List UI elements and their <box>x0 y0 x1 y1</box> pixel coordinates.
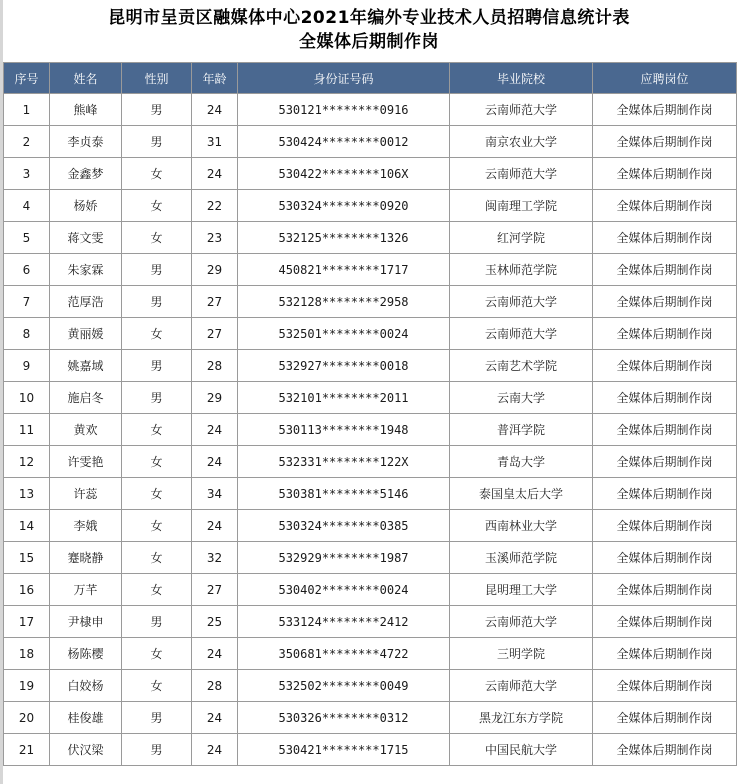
cell-id-number[interactable]: 530121********0916 <box>238 94 450 126</box>
table-row <box>4 574 737 606</box>
cell-age[interactable]: 24 <box>192 94 238 126</box>
cell-id-number[interactable]: 533124********2412 <box>238 606 450 638</box>
cell-gender[interactable]: 女 <box>122 638 192 670</box>
cell-id-number[interactable]: 530424********0012 <box>238 126 450 158</box>
table-row <box>4 670 737 702</box>
cell-school[interactable]: 云南师范大学 <box>450 286 593 318</box>
header-age[interactable]: 年龄 <box>192 63 238 94</box>
cell-age[interactable]: 23 <box>192 222 238 254</box>
cell-position[interactable]: 全媒体后期制作岗 <box>593 510 737 542</box>
table-body <box>4 94 737 766</box>
cell-index[interactable]: 8 <box>4 318 50 350</box>
cell-school[interactable]: 昆明理工大学 <box>450 574 593 606</box>
cell-index[interactable]: 17 <box>4 606 50 638</box>
cell-position[interactable]: 全媒体后期制作岗 <box>593 702 737 734</box>
header-name[interactable]: 姓名 <box>50 63 122 94</box>
cell-age[interactable]: 24 <box>192 414 238 446</box>
cell-name[interactable]: 万芊 <box>50 574 122 606</box>
cell-school[interactable]: 中国民航大学 <box>450 734 593 766</box>
cell-age[interactable]: 24 <box>192 702 238 734</box>
header-school[interactable]: 毕业院校 <box>450 63 593 94</box>
table-row <box>4 350 737 382</box>
cell-age[interactable]: 29 <box>192 254 238 286</box>
cell-school[interactable]: 黑龙江东方学院 <box>450 702 593 734</box>
cell-age[interactable]: 24 <box>192 638 238 670</box>
cell-position[interactable]: 全媒体后期制作岗 <box>593 734 737 766</box>
cell-id-number[interactable]: 532501********0024 <box>238 318 450 350</box>
cell-name[interactable]: 施启冬 <box>50 382 122 414</box>
cell-id-number[interactable]: 532331********122X <box>238 446 450 478</box>
cell-index[interactable]: 9 <box>4 350 50 382</box>
cell-position[interactable]: 全媒体后期制作岗 <box>593 350 737 382</box>
cell-name[interactable]: 金鑫梦 <box>50 158 122 190</box>
cell-name[interactable]: 许蕊 <box>50 478 122 510</box>
recruitment-table <box>3 62 737 766</box>
page-subtitle: 全媒体后期制作岗 <box>299 32 439 52</box>
cell-position[interactable]: 全媒体后期制作岗 <box>593 542 737 574</box>
cell-position[interactable]: 全媒体后期制作岗 <box>593 574 737 606</box>
cell-index[interactable]: 6 <box>4 254 50 286</box>
cell-gender[interactable]: 男 <box>122 254 192 286</box>
cell-gender[interactable]: 男 <box>122 94 192 126</box>
cell-name[interactable]: 李娥 <box>50 510 122 542</box>
cell-school[interactable]: 青岛大学 <box>450 446 593 478</box>
cell-position[interactable]: 全媒体后期制作岗 <box>593 478 737 510</box>
cell-gender[interactable]: 女 <box>122 478 192 510</box>
cell-name[interactable]: 桂俊雄 <box>50 702 122 734</box>
cell-age[interactable]: 29 <box>192 382 238 414</box>
cell-age[interactable]: 34 <box>192 478 238 510</box>
cell-position[interactable]: 全媒体后期制作岗 <box>593 254 737 286</box>
cell-age[interactable]: 24 <box>192 446 238 478</box>
cell-gender[interactable]: 女 <box>122 574 192 606</box>
cell-school[interactable]: 普洱学院 <box>450 414 593 446</box>
table-header-row <box>4 63 737 94</box>
cell-gender[interactable]: 女 <box>122 542 192 574</box>
cell-id-number[interactable]: 532929********1987 <box>238 542 450 574</box>
cell-id-number[interactable]: 532101********2011 <box>238 382 450 414</box>
cell-id-number[interactable]: 530113********1948 <box>238 414 450 446</box>
cell-school[interactable]: 云南大学 <box>450 382 593 414</box>
cell-school[interactable]: 西南林业大学 <box>450 510 593 542</box>
cell-name[interactable]: 伏汉梁 <box>50 734 122 766</box>
cell-school[interactable]: 玉溪师范学院 <box>450 542 593 574</box>
cell-id-number[interactable]: 532927********0018 <box>238 350 450 382</box>
cell-index[interactable]: 20 <box>4 702 50 734</box>
cell-name[interactable]: 熊峰 <box>50 94 122 126</box>
cell-gender[interactable]: 女 <box>122 222 192 254</box>
cell-school[interactable]: 云南师范大学 <box>450 94 593 126</box>
cell-index[interactable]: 5 <box>4 222 50 254</box>
table-row <box>4 318 737 350</box>
cell-age[interactable]: 24 <box>192 510 238 542</box>
cell-name[interactable]: 蒋文雯 <box>50 222 122 254</box>
cell-age[interactable]: 27 <box>192 318 238 350</box>
cell-name[interactable]: 朱家霖 <box>50 254 122 286</box>
cell-index[interactable]: 10 <box>4 382 50 414</box>
cell-school[interactable]: 南京农业大学 <box>450 126 593 158</box>
cell-gender[interactable]: 女 <box>122 318 192 350</box>
cell-name[interactable]: 白姣杨 <box>50 670 122 702</box>
cell-gender[interactable]: 女 <box>122 446 192 478</box>
cell-position[interactable]: 全媒体后期制作岗 <box>593 222 737 254</box>
cell-age[interactable]: 22 <box>192 190 238 222</box>
cell-school[interactable]: 云南师范大学 <box>450 158 593 190</box>
cell-age[interactable]: 32 <box>192 542 238 574</box>
cell-school[interactable]: 泰国皇太后大学 <box>450 478 593 510</box>
cell-id-number[interactable]: 350681********4722 <box>238 638 450 670</box>
table-row <box>4 478 737 510</box>
cell-school[interactable]: 闽南理工学院 <box>450 190 593 222</box>
cell-id-number[interactable]: 530381********5146 <box>238 478 450 510</box>
table-row <box>4 510 737 542</box>
cell-gender[interactable]: 男 <box>122 734 192 766</box>
cell-name[interactable]: 黄欢 <box>50 414 122 446</box>
cell-age[interactable]: 25 <box>192 606 238 638</box>
cell-position[interactable]: 全媒体后期制作岗 <box>593 190 737 222</box>
table-row <box>4 222 737 254</box>
header-id-number[interactable]: 身份证号码 <box>238 63 450 94</box>
cell-gender[interactable]: 男 <box>122 126 192 158</box>
table-row <box>4 382 737 414</box>
cell-gender[interactable]: 男 <box>122 286 192 318</box>
cell-id-number[interactable]: 532125********1326 <box>238 222 450 254</box>
cell-index[interactable]: 2 <box>4 126 50 158</box>
table-row <box>4 638 737 670</box>
cell-id-number[interactable]: 530324********0385 <box>238 510 450 542</box>
cell-position[interactable]: 全媒体后期制作岗 <box>593 94 737 126</box>
cell-school[interactable]: 红河学院 <box>450 222 593 254</box>
table-row <box>4 702 737 734</box>
cell-index[interactable]: 4 <box>4 190 50 222</box>
cell-position[interactable]: 全媒体后期制作岗 <box>593 638 737 670</box>
cell-id-number[interactable]: 450821********1717 <box>238 254 450 286</box>
cell-school[interactable]: 云南师范大学 <box>450 318 593 350</box>
table-row <box>4 542 737 574</box>
cell-index[interactable]: 19 <box>4 670 50 702</box>
cell-id-number[interactable]: 530326********0312 <box>238 702 450 734</box>
cell-id-number[interactable]: 532502********0049 <box>238 670 450 702</box>
table-row <box>4 254 737 286</box>
cell-index[interactable]: 3 <box>4 158 50 190</box>
cell-index[interactable]: 1 <box>4 94 50 126</box>
cell-name[interactable]: 杨娇 <box>50 190 122 222</box>
cell-gender[interactable]: 女 <box>122 190 192 222</box>
cell-id-number[interactable]: 532128********2958 <box>238 286 450 318</box>
table-row <box>4 606 737 638</box>
table-row <box>4 446 737 478</box>
table-row <box>4 94 737 126</box>
cell-name[interactable]: 杨陈樱 <box>50 638 122 670</box>
table-row <box>4 126 737 158</box>
header-position[interactable]: 应聘岗位 <box>593 63 737 94</box>
cell-id-number[interactable]: 530324********0920 <box>238 190 450 222</box>
page-title: 昆明市呈贡区融媒体中心2021年编外专业技术人员招聘信息统计表 <box>108 8 630 28</box>
table-row <box>4 734 737 766</box>
cell-id-number[interactable]: 530402********0024 <box>238 574 450 606</box>
cell-position[interactable]: 全媒体后期制作岗 <box>593 318 737 350</box>
cell-position[interactable]: 全媒体后期制作岗 <box>593 670 737 702</box>
cell-index[interactable]: 16 <box>4 574 50 606</box>
cell-name[interactable]: 尹棣申 <box>50 606 122 638</box>
cell-age[interactable]: 24 <box>192 734 238 766</box>
cell-position[interactable]: 全媒体后期制作岗 <box>593 286 737 318</box>
cell-gender[interactable]: 女 <box>122 158 192 190</box>
cell-index[interactable]: 18 <box>4 638 50 670</box>
cell-id-number[interactable]: 530422********106X <box>238 158 450 190</box>
cell-age[interactable]: 24 <box>192 158 238 190</box>
cell-name[interactable]: 黄丽媛 <box>50 318 122 350</box>
cell-school[interactable]: 云南师范大学 <box>450 670 593 702</box>
cell-name[interactable]: 蹇晓静 <box>50 542 122 574</box>
cell-gender[interactable]: 女 <box>122 670 192 702</box>
header-gender[interactable]: 性别 <box>122 63 192 94</box>
cell-school[interactable]: 云南艺术学院 <box>450 350 593 382</box>
cell-position[interactable]: 全媒体后期制作岗 <box>593 446 737 478</box>
table-row <box>4 158 737 190</box>
cell-gender[interactable]: 男 <box>122 382 192 414</box>
cell-gender[interactable]: 男 <box>122 606 192 638</box>
cell-gender[interactable]: 男 <box>122 702 192 734</box>
cell-gender[interactable]: 女 <box>122 510 192 542</box>
cell-index[interactable]: 12 <box>4 446 50 478</box>
title-block <box>0 0 738 62</box>
cell-age[interactable]: 28 <box>192 670 238 702</box>
cell-name[interactable]: 姚嘉域 <box>50 350 122 382</box>
header-index[interactable]: 序号 <box>4 63 50 94</box>
table-row <box>4 286 737 318</box>
cell-name[interactable]: 许雯艳 <box>50 446 122 478</box>
cell-school[interactable]: 三明学院 <box>450 638 593 670</box>
cell-index[interactable]: 11 <box>4 414 50 446</box>
cell-index[interactable]: 7 <box>4 286 50 318</box>
cell-index[interactable]: 21 <box>4 734 50 766</box>
cell-index[interactable]: 15 <box>4 542 50 574</box>
cell-index[interactable]: 13 <box>4 478 50 510</box>
cell-index[interactable]: 14 <box>4 510 50 542</box>
cell-position[interactable]: 全媒体后期制作岗 <box>593 126 737 158</box>
cell-name[interactable]: 范厚浩 <box>50 286 122 318</box>
cell-name[interactable]: 李贞泰 <box>50 126 122 158</box>
cell-age[interactable]: 27 <box>192 286 238 318</box>
cell-age[interactable]: 31 <box>192 126 238 158</box>
table-row <box>4 414 737 446</box>
cell-position[interactable]: 全媒体后期制作岗 <box>593 382 737 414</box>
cell-school[interactable]: 云南师范大学 <box>450 606 593 638</box>
table-row <box>4 190 737 222</box>
cell-position[interactable]: 全媒体后期制作岗 <box>593 414 737 446</box>
cell-age[interactable]: 28 <box>192 350 238 382</box>
cell-gender[interactable]: 男 <box>122 350 192 382</box>
cell-position[interactable]: 全媒体后期制作岗 <box>593 606 737 638</box>
cell-gender[interactable]: 女 <box>122 414 192 446</box>
cell-school[interactable]: 玉林师范学院 <box>450 254 593 286</box>
cell-id-number[interactable]: 530421********1715 <box>238 734 450 766</box>
cell-position[interactable]: 全媒体后期制作岗 <box>593 158 737 190</box>
cell-age[interactable]: 27 <box>192 574 238 606</box>
